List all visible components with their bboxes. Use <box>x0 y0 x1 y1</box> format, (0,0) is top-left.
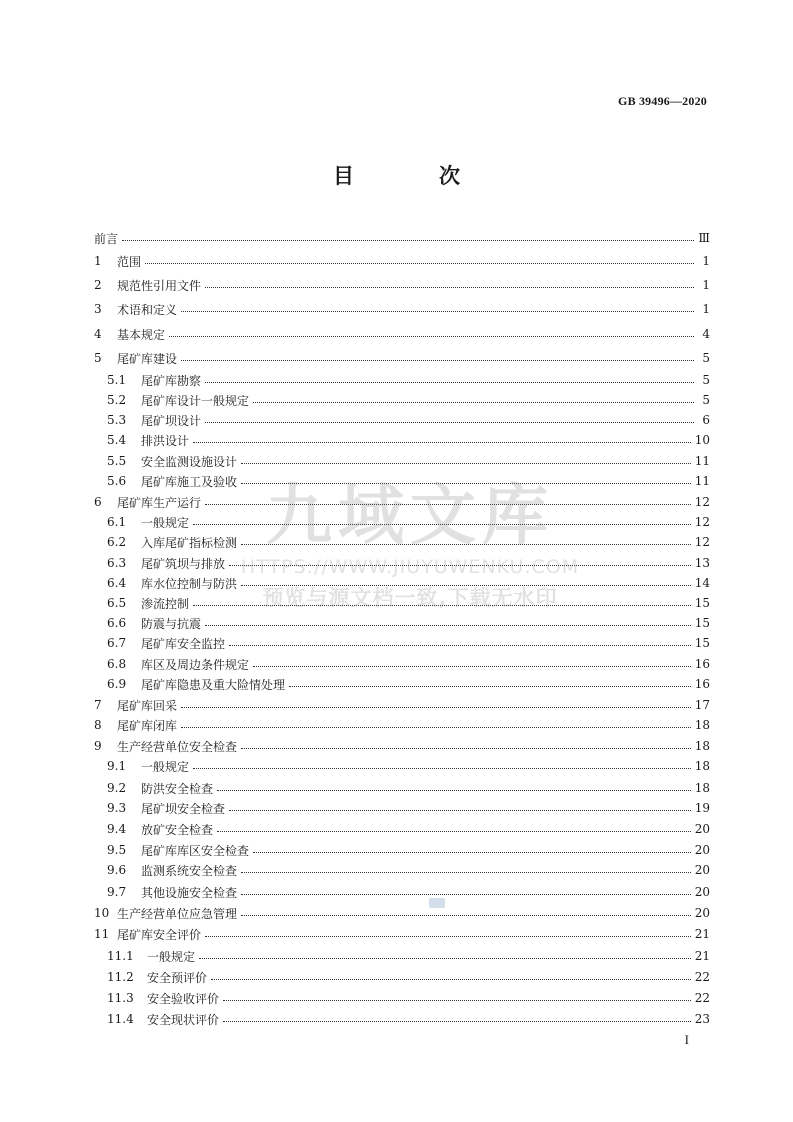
toc-entry-number: 6.8 <box>107 657 127 671</box>
toc-leader-dots <box>181 310 694 312</box>
toc-entry-number: 6.3 <box>107 556 127 570</box>
toc-entry-page: 11 <box>694 454 710 468</box>
toc-entry-label: 尾矿库设计一般规定 <box>141 393 250 408</box>
toc-entry-page: 11 <box>694 474 710 488</box>
toc-entry-label: 安全验收评价 <box>147 991 220 1006</box>
toc-entry[interactable] <box>94 840 710 860</box>
toc-entry[interactable] <box>94 736 710 756</box>
toc-entry-number: 3 <box>94 302 102 316</box>
toc-leader-dots <box>229 809 691 811</box>
toc-leader-dots <box>181 706 691 708</box>
toc-entry-number: 5.4 <box>107 433 127 447</box>
toc-entry-page: 14 <box>694 576 710 590</box>
toc-entry-number: 9.7 <box>107 885 127 899</box>
toc-entry-page: 12 <box>694 495 710 509</box>
toc-entry-page: 22 <box>694 991 710 1005</box>
toc-entry[interactable] <box>94 988 710 1008</box>
toc-entry-label: 防洪安全检查 <box>141 781 214 796</box>
toc-entry[interactable] <box>94 228 710 248</box>
toc-leader-dots <box>253 401 694 403</box>
toc-entry[interactable] <box>94 674 710 694</box>
toc-entry[interactable] <box>94 299 710 319</box>
toc-leader-dots <box>199 957 691 959</box>
toc-entry-label: 基本规定 <box>117 327 166 342</box>
toc-entry-label: 监测系统安全检查 <box>141 863 238 878</box>
toc-entry-number: 1 <box>94 254 102 268</box>
page-number: I <box>684 1032 689 1047</box>
toc-leader-dots <box>217 830 691 832</box>
toc-leader-dots <box>211 978 691 980</box>
toc-entry[interactable] <box>94 451 710 471</box>
toc-entry-number: 6.5 <box>107 596 127 610</box>
toc-entry-label: 尾矿库回采 <box>117 698 178 713</box>
toc-leader-dots <box>241 747 691 749</box>
toc-entry[interactable] <box>94 946 710 966</box>
toc-entry-number: 5.5 <box>107 454 127 468</box>
toc-entry-number: 9.4 <box>107 822 127 836</box>
toc-entry-number: 11.2 <box>107 970 134 984</box>
toc-entry-number: 9.5 <box>107 843 127 857</box>
toc-entry-page: 20 <box>694 906 710 920</box>
toc-entry-number: 8 <box>94 718 102 732</box>
toc-leader-dots <box>241 584 691 586</box>
toc-entry-page: 15 <box>694 596 710 610</box>
toc-leader-dots <box>229 644 691 646</box>
toc-entry[interactable] <box>94 532 710 552</box>
toc-leader-dots <box>205 935 691 937</box>
standard-number: GB 39496—2020 <box>618 94 707 108</box>
toc-entry-page: 16 <box>694 657 710 671</box>
toc-entry-page: 1 <box>702 278 710 292</box>
toc-leader-dots <box>205 503 691 505</box>
toc-entry[interactable] <box>94 553 710 573</box>
toc-entry[interactable] <box>94 860 710 880</box>
toc-entry-number: 10 <box>94 906 110 920</box>
toc-entry-page: 18 <box>694 759 710 773</box>
toc-entry[interactable] <box>94 882 710 902</box>
toc-entry-number: 5.3 <box>107 413 127 427</box>
toc-entry-number: 9.3 <box>107 801 127 815</box>
toc-leader-dots <box>193 441 691 443</box>
toc-entry-number: 11.4 <box>107 1012 134 1026</box>
toc-leader-dots <box>241 462 691 464</box>
toc-leader-dots <box>241 914 691 916</box>
toc-entry-number: 11.1 <box>107 949 134 963</box>
toc-entry-label: 范围 <box>117 254 142 269</box>
toc-entry-label: 尾矿库隐患及重大险情处理 <box>141 677 286 692</box>
toc-entry-label: 尾矿库施工及验收 <box>141 474 238 489</box>
page-title: 目 次 <box>333 164 492 188</box>
toc-entry[interactable] <box>94 903 710 923</box>
toc-entry-number: 9.6 <box>107 863 127 877</box>
toc-entry-label: 生产经营单位应急管理 <box>117 906 238 921</box>
toc-entry[interactable] <box>94 756 710 776</box>
toc-entry-page: 18 <box>694 718 710 732</box>
toc-entry-label: 规范性引用文件 <box>117 278 202 293</box>
toc-entry-page: 21 <box>694 949 710 963</box>
watermark-title: 九域文库 <box>266 477 554 554</box>
toc-entry-label: 安全现状评价 <box>147 1012 220 1027</box>
toc-leader-dots <box>193 767 691 769</box>
toc-entry[interactable] <box>94 778 710 798</box>
toc-entry-number: 5.1 <box>107 373 127 387</box>
toc-entry-label: 尾矿库生产运行 <box>117 495 202 510</box>
toc-entry-label: 一般规定 <box>141 759 190 774</box>
toc-entry-page: 4 <box>702 327 710 341</box>
toc-entry[interactable] <box>94 492 710 512</box>
toc-entry-label: 防震与抗震 <box>141 616 202 631</box>
toc-entry[interactable] <box>94 324 710 344</box>
toc-leader-dots <box>241 543 691 545</box>
toc-entry-page: 1 <box>702 302 710 316</box>
toc-entry-page: 15 <box>694 616 710 630</box>
toc-entry-number: 11.3 <box>107 991 134 1005</box>
toc-entry-page: 1 <box>702 254 710 268</box>
toc-entry-label: 尾矿筑坝与排放 <box>141 556 226 571</box>
toc-leader-dots <box>253 665 691 667</box>
toc-entry-number: 2 <box>94 278 102 292</box>
toc-entry-page: 5 <box>702 393 710 407</box>
stamp-icon <box>429 898 445 908</box>
toc-entry-page: 12 <box>694 535 710 549</box>
toc-entry[interactable] <box>94 633 710 653</box>
toc-leader-dots <box>229 564 691 566</box>
toc-entry-page: 10 <box>694 433 710 447</box>
toc-entry[interactable] <box>94 593 710 613</box>
toc-leader-dots <box>205 381 694 383</box>
toc-leader-dots <box>169 335 694 337</box>
toc-entry-page: 15 <box>694 636 710 650</box>
toc-entry-number: 6.9 <box>107 677 127 691</box>
watermark-note: 预览与源文档一致,下载无水印 <box>262 586 558 610</box>
toc-entry-number: 6.6 <box>107 616 127 630</box>
toc-entry[interactable] <box>94 613 710 633</box>
toc-entry[interactable] <box>94 251 710 271</box>
toc-entry[interactable] <box>94 819 710 839</box>
toc-leader-dots <box>253 851 691 853</box>
toc-entry-label: 其他设施安全检查 <box>141 885 238 900</box>
toc-entry[interactable] <box>94 370 710 390</box>
toc-entry-page: 20 <box>694 822 710 836</box>
toc-entry-page: 16 <box>694 677 710 691</box>
toc-entry-page: 19 <box>694 801 710 815</box>
toc-leader-dots <box>223 999 691 1001</box>
toc-entry-label: 尾矿库建设 <box>117 351 178 366</box>
toc-entry[interactable] <box>94 1009 710 1029</box>
toc-entry-number: 6 <box>94 495 102 509</box>
toc-entry[interactable] <box>94 967 710 987</box>
toc-leader-dots <box>193 604 691 606</box>
toc-entry-label: 渗流控制 <box>141 596 190 611</box>
toc-leader-dots <box>145 262 694 264</box>
toc-entry-label: 尾矿库库区安全检查 <box>141 843 250 858</box>
toc-entry-number: 6.4 <box>107 576 127 590</box>
toc-entry[interactable] <box>94 275 710 295</box>
toc-leader-dots <box>205 624 691 626</box>
toc-entry-label: 尾矿坝安全检查 <box>141 801 226 816</box>
toc-entry-label: 一般规定 <box>147 949 196 964</box>
toc-entry[interactable] <box>94 654 710 674</box>
toc-entry-number: 7 <box>94 698 102 712</box>
toc-entry-label: 尾矿库闭库 <box>117 718 178 733</box>
toc-entry-number: 6.1 <box>107 515 127 529</box>
toc-leader-dots <box>205 421 694 423</box>
toc-entry-number: 9.2 <box>107 781 127 795</box>
toc-entry-number: 11 <box>94 927 110 941</box>
toc-entry-page: 20 <box>694 885 710 899</box>
toc-entry-page: 5 <box>702 351 710 365</box>
toc-entry-page: 17 <box>694 698 710 712</box>
toc-entry-page: 22 <box>694 970 710 984</box>
toc-entry-label: 一般规定 <box>141 515 190 530</box>
toc-entry[interactable] <box>94 430 710 450</box>
toc-leader-dots <box>223 1020 691 1022</box>
toc-entry[interactable] <box>94 573 710 593</box>
toc-entry-label: 库水位控制与防洪 <box>141 576 238 591</box>
toc-entry-page: 13 <box>694 556 710 570</box>
toc-entry-label: 尾矿坝设计 <box>141 413 202 428</box>
toc-entry-label: 生产经营单位安全检查 <box>117 739 238 754</box>
toc-entry-number: 6.2 <box>107 535 127 549</box>
toc-entry[interactable] <box>94 471 710 491</box>
toc-entry-page: 20 <box>694 863 710 877</box>
toc-leader-dots <box>181 726 691 728</box>
toc-entry-page: 21 <box>694 927 710 941</box>
toc-entry-page: 20 <box>694 843 710 857</box>
toc-entry-number: 5.2 <box>107 393 127 407</box>
toc-entry-number: 6.7 <box>107 636 127 650</box>
toc-entry-page: 23 <box>694 1012 710 1026</box>
toc-entry-label: 安全预评价 <box>147 970 208 985</box>
toc-entry-number: 4 <box>94 327 102 341</box>
toc-leader-dots <box>289 685 691 687</box>
toc-entry-page: 18 <box>694 781 710 795</box>
toc-entry-number: 前言 <box>94 231 119 246</box>
toc-entry-page: 18 <box>694 739 710 753</box>
toc-entry-number: 5 <box>94 351 102 365</box>
toc-entry-number: 9.1 <box>107 759 127 773</box>
watermark-url: HTTPS://WWW.JIUYUWENKU.COM <box>240 556 580 578</box>
toc-entry-label: 放矿安全检查 <box>141 822 214 837</box>
toc-entry-number: 9 <box>94 739 102 753</box>
toc-entry[interactable] <box>94 512 710 532</box>
toc-entry-label: 术语和定义 <box>117 302 178 317</box>
toc-entry-label: 库区及周边条件规定 <box>141 657 250 672</box>
toc-leader-dots <box>205 286 694 288</box>
toc-entry[interactable] <box>94 924 710 944</box>
toc-leader-dots <box>122 239 694 241</box>
toc-entry-label: 尾矿库安全评价 <box>117 927 202 942</box>
toc-entry-page: Ⅲ <box>698 231 710 245</box>
toc-entry-label: 入库尾矿指标检测 <box>141 535 238 550</box>
toc-entry[interactable] <box>94 695 710 715</box>
toc-leader-dots <box>241 871 691 873</box>
toc-entry[interactable] <box>94 715 710 735</box>
toc-entry[interactable] <box>94 410 710 430</box>
toc-leader-dots <box>241 893 691 895</box>
toc-entry-label: 排洪设计 <box>141 433 190 448</box>
toc-entry[interactable] <box>94 798 710 818</box>
toc-entry-label: 尾矿库勘察 <box>141 373 202 388</box>
toc-leader-dots <box>241 482 691 484</box>
toc-entry-label: 安全监测设施设计 <box>141 454 238 469</box>
toc-entry-page: 6 <box>702 413 710 427</box>
toc-entry[interactable] <box>94 348 710 368</box>
toc-entry-page: 5 <box>702 373 710 387</box>
toc-entry-number: 5.6 <box>107 474 127 488</box>
toc-entry-page: 12 <box>694 515 710 529</box>
toc-leader-dots <box>181 359 694 361</box>
toc-leader-dots <box>193 523 691 525</box>
toc-entry[interactable] <box>94 390 710 410</box>
toc-entry-label: 尾矿库安全监控 <box>141 636 226 651</box>
toc-leader-dots <box>217 789 691 791</box>
